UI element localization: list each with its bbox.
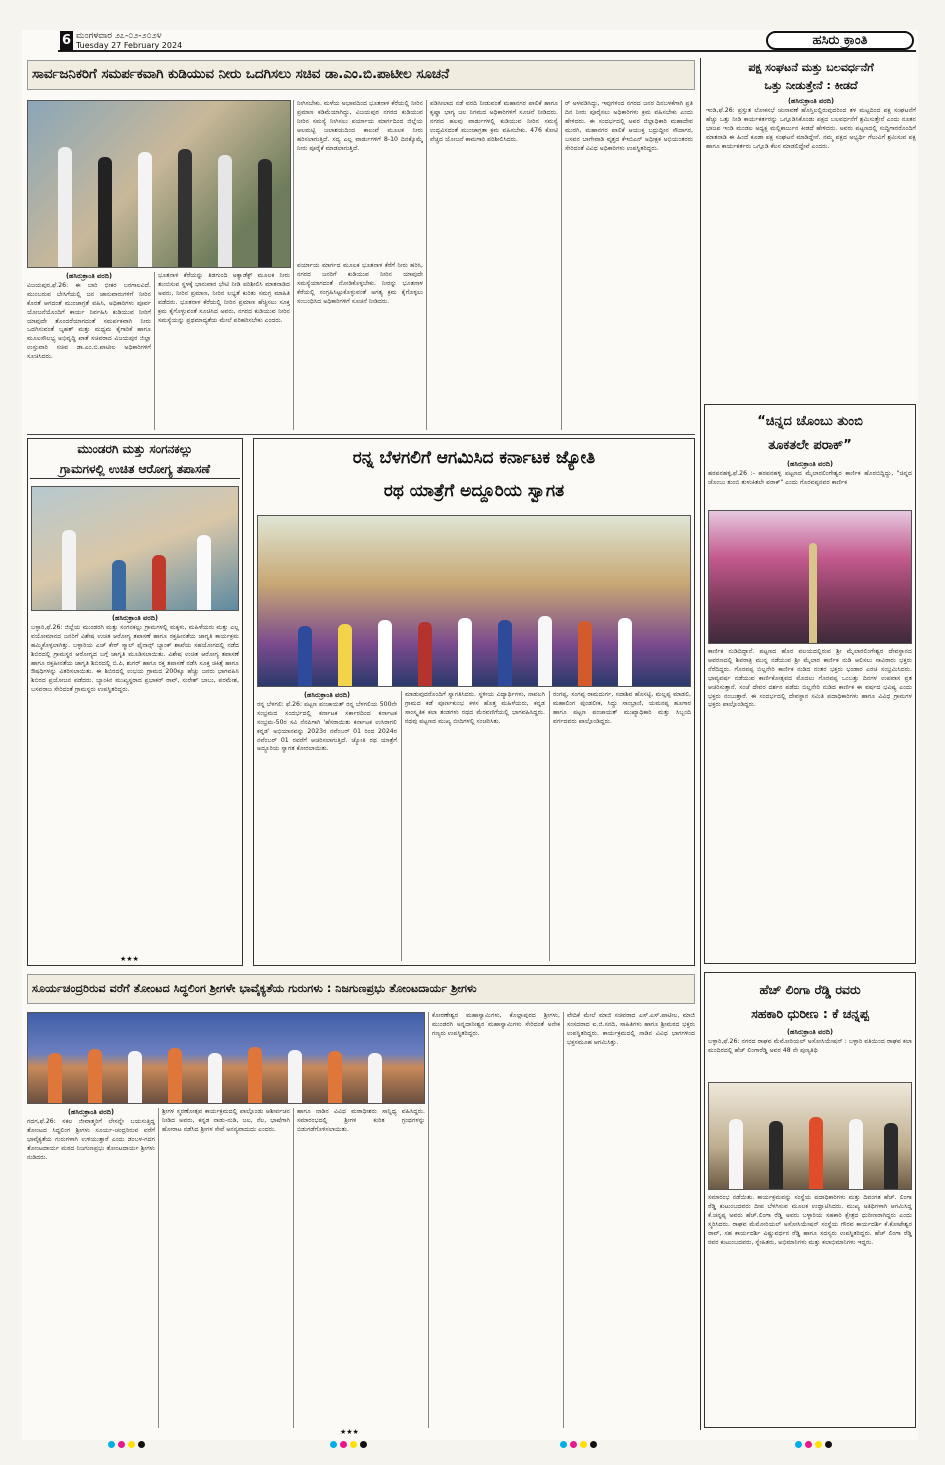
sidebar-1-headline-1: ಪಕ್ಷ ಸಂಘಟನೆ ಮತ್ತು ಬಲವರ್ಧನೆಗೆ bbox=[748, 61, 874, 74]
rath-photo bbox=[257, 515, 691, 687]
swamiji-text-col-1 bbox=[27, 1108, 155, 1428]
sidebar-2-intro-text: ಹರಪನಹಳ್ಳಿ,ಫೆ.26 :- ಹರಪನಹಳ್ಳಿ ಪಟ್ಟಣದ ಮೈಲಾರಲಿಂಗೇಶ್ವರ ಕಾರ್ಣಿಕ ಹೊರಬಿದ್ದಿದ್ದು, "ಚಿನ್ನದ ಚೊಂಬು ತುಂಬಿ ತುಳುಕಿತಲೇ ಪರಾಕ್" ಎಂದು ಗೊರವಪ್ಪನವರ ಕಾರ್ಣಿಕ bbox=[708, 469, 912, 486]
lead-text-col-4: ಪರ್ಯಾಯ ಮಾರ್ಗದ ಮೂಲಕ ಭೂತನಾಳ ಕೆರೆಗೆ ನೀರು ಹರಿಸಿ, ನಗರದ ಜನರಿಗೆ ಕುಡಿಯುವ ನೀರಿನ ಯಾವುದೇ ಸಮಸ್ಯೆಯಾಗದಂತೆ ನೋಡಿಕೊಳ್ಳಬೇಕು. ನೀರನ್ನು ಭೂತನಾಳ ಕೆರೆಯಲ್ಲಿ ಸಂಗ್ರಹಿಸಿಟ್ಟುಕೊಳ್ಳುವಂತೆ ಅಗತ್ಯ ಕ್ರಮ ಕೈಗೊಳ್ಳಲು ಸಂಬಂಧಿಸಿದ ಅಧಿಕಾರಿಗಳಿಗೆ ಸೂಚನೆ ನೀಡಿದರು. bbox=[297, 262, 423, 305]
health-headline-1: ಮುಂಡರಗಿ ಮತ್ತು ಸಂಗನಕಲ್ಲು bbox=[77, 442, 193, 456]
registration-mark-black bbox=[825, 1441, 832, 1448]
sidebar-3-photo bbox=[708, 1082, 912, 1190]
date-kannada: ಮಂಗಳವಾರ ೨೭-೦೨-೨೦೨೪ bbox=[76, 31, 162, 41]
lead-text-col-5: ಪಡಿಸೀಲಾದ ನಡೆ ವರದಿ ನೀಡುವಂತೆ ಮಹಾನಗರ ಪಾಲಿಕೆ ಹಾಗೂ ಕೃಷ್ಣಾ ಭಾಗ್ಯ ಜಲ ನಿಗಮದ ಅಧಿಕಾರಿಗಳಿಗೆ ಸೂಚನೆ ನೀಡಿದರು. ನಗರದ ಹಲವು ವಾರ್ಡುಗಳಲ್ಲಿ ಕುಡಿಯುವ ನೀರಿನ ಸಮಸ್ಯೆ ಉದ್ಭವಿಸದಂತೆ ಮುಂಜಾಗ್ರತಾ ಕ್ರಮ ವಹಿಸಬೇಕು. 476 ಕೋಟಿ ವೆಚ್ಚದ ಯೋಜನೆ ಕಾಮಗಾರಿ ಪರಿಶೀಲಿಸಿದರು. bbox=[430, 100, 558, 143]
health-end-mark: ★★★ bbox=[120, 955, 139, 963]
sidebar-3-intro-text: ಬಳ್ಳಾರಿ,ಫೆ.26: ನಗರದ ರಾಘವ ಮೆಮೋರಿಯಲ್ ಅಸೋಸಿಯೇಷನ್ : ಬಳ್ಳಾರಿ ವತಿಯಿಂದ ರಾಘವ ಕಲಾ ಮಂದಿರದಲ್ಲಿ ಹೆಚ್ ಲಿಂಗಾರೆಡ್ಡಿ ಅವರ 48 ನೇ ಪುಣ್ಯತಿಥಿ bbox=[708, 1037, 912, 1054]
registration-mark-magenta bbox=[570, 1441, 577, 1448]
sidebar-3-headline-1: ಹೆಚ್ ಲಿಂಗಾ ರೆಡ್ಡಿ ರವರು bbox=[759, 982, 861, 997]
page-end-mark: ★★★ bbox=[340, 1428, 359, 1436]
registration-mark-magenta bbox=[118, 1441, 125, 1448]
rath-headline-2: ರಥ ಯಾತ್ರೆಗೆ ಅದ್ದೂರಿಯ ಸ್ವಾಗತ bbox=[383, 481, 565, 501]
swamiji-text-col-2: ಶ್ರೀಗಳ ಸ್ಮರಣೋತ್ಸವ ಕಾರ್ಯಕ್ರಮದಲ್ಲಿ ಪಾಲ್ಗೊಂಡು ಆಶೀರ್ವಚನ ನೀಡಿದ ಅವರು, ಕನ್ನಡ ನಾಡು-ನುಡಿ, ಜಲ, ನೆಲ, ಭಾಷೆಗಾಗಿ ಹೋರಾಟ ನಡೆಸಿದ ಶ್ರೀಗಳ ಸೇವೆ ಅನನ್ಯವಾದುದು ಎಂದರು. bbox=[162, 1108, 290, 1133]
registration-mark-magenta bbox=[805, 1441, 812, 1448]
health-headline-2: ಗ್ರಾಮಗಳಲ್ಲಿ ಉಚಿತ ಆರೋಗ್ಯ ತಪಾಸಣೆ bbox=[30, 460, 240, 479]
swamiji-col-1-body: ಗದಗ,ಫೆ.26: ಸಕಲ ಜೀವಾತ್ಮರಿಗೆ ಲೇಸನ್ನೇ ಬಯಸುತ್ತಿದ್ದ ತೋಂಟದ ಸಿದ್ಧಲಿಂಗ ಶ್ರೀಗಳು ಸೂರ್ಯ-ಚಂದ್ರರಿರುವ ವರೆಗೆ ಭಾವೈಕ್ಯತೆಯ ಗುರುಗಳಾಗಿ ಉಳಿಯುತ್ತಾರೆ ಎಂದು ಡಂಬಳ-ಗದಗ ತೋಂಟದಾರ್ಯ ಮಠದ ನಿಜಗುಣಪ್ರಭು ತೋಂಟದಾರ್ಯ ಶ್ರೀಗಳು ನುಡಿದರು. bbox=[27, 1117, 155, 1161]
health-body: ಬಳ್ಳಾರಿ,ಫೆ.26: ಜಿಲ್ಲೆಯ ಮುಂಡರಗಿ ಮತ್ತು ಸಂಗನಕಲ್ಲು ಗ್ರಾಮಗಳಲ್ಲಿ ಮಕ್ಕಳು, ಮಹಿಳೆಯರು ಮತ್ತು ಎಲ್ಲ ವಯೋಮಾನದ ಜನರಿಗೆ ವಿಶೇಷ ಉಚಿತ ಆರೋಗ್ಯ ತಪಾಸಣೆ ಹಾಗೂ ರಕ್ತಹೀನತೆಯ ಜಾಗೃತಿ ಕಾರ್ಯಕ್ರಮ ಹಮ್ಮಿಕೊಳ್ಳಲಾಗಿತ್ತು. ಬಳ್ಳಾರಿಯ ಎಚ್ ಕೇರ್ ಸ್ಮಾಲ್ ಫೈನಾನ್ಸ್ ಬ್ಯಾಂಕ್ ಶಾಖೆಯ ಸಹಯೋಗದಲ್ಲಿ ನಡೆದ ಶಿಬಿರದಲ್ಲಿ ಗ್ರಾಮಸ್ಥರ ಆರೋಗ್ಯದ ಬಗ್ಗೆ ಜಾಗೃತಿ ಮೂಡಿಸಲಾಯಿತು. ವಿಶೇಷ ಉಚಿತ ಆರೋಗ್ಯ ತಪಾಸಣೆ ಹಾಗೂ ರಕ್ತಹೀನತೆಯ ಜಾಗೃತಿ ಶಿಬಿರದಲ್ಲಿ ಬಿ.ಪಿ, ಶುಗರ್ ಹಾಗೂ ರಕ್ತ ತಪಾಸಣೆ ನಡೆಸಿ ಸೂಕ್ತ ಚಿಕಿತ್ಸೆ ಹಾಗೂ ಔಷಧಿಗಳನ್ನು ವಿತರಿಸಲಾಯಿತು. ಈ ಶಿಬಿರದಲ್ಲಿ ಉಭಯ ಗ್ರಾಮದ 200ಕ್ಕೂ ಹೆಚ್ಚು ಜನರು ಭಾಗವಹಿಸಿ ಶಿಬಿರದ ಪ್ರಯೋಜನ ಪಡೆದರು. ಬ್ಯಾಂಕಿನ ಮುಖ್ಯಸ್ಥರಾದ ಪ್ರಭಾಕರ್ ರಾವ್, ಸುರೇಶ್ ಬಾಬು, ಪರಮೇಶ, ಬಸವರಾಜ ಸೇರಿದಂತೆ ಗ್ರಾಮಸ್ಥರು ಉಪಸ್ಥಿತರಿದ್ದರು. bbox=[31, 623, 239, 694]
registration-mark-yellow bbox=[128, 1441, 135, 1448]
registration-mark-yellow bbox=[580, 1441, 587, 1448]
sidebar-1-credit: (ಹಸಿರುಕ್ರಾಂತಿ ವರದಿ) bbox=[788, 97, 834, 105]
page-number: 6 bbox=[60, 31, 73, 51]
lead-text-col-3: ನೀಗಿಸಬೇಕು. ಮಳೆಯ ಅಭಾವದಿಂದ ಭೂತನಾಳ ಕೆರೆಯಲ್ಲಿ ನೀರಿನ ಪ್ರಮಾಣ ಕಡಿಮೆಯಾಗಿದ್ದು, ವಿಜಯಪುರ ನಗರದ ಕುಡಿಯುವ ನೀರಿನ ಸಮಸ್ಯೆ ನೀಗಿಸಲು ಪರ್ಯಾಯ ಮಾರ್ಗದಿಂದ ಜಿಲ್ಲೆಯ ಆಲಮಟ್ಟಿ ಜಲಾಶಯದಿಂದ ಕಾಲುವೆ ಮೂಲಕ ನೀರು ಹರಿಸಲಾಗುತ್ತಿದೆ. ಸದ್ಯ ಎಲ್ಲ ವಾರ್ಡುಗಳಿಗೆ 8-10 ದಿನಕ್ಕೊಮ್ಮೆ ನೀರು ಪೂರೈಕೆ ಮಾಡಲಾಗುತ್ತಿದೆ. bbox=[297, 100, 423, 152]
rath-col-1-body: ರನ್ನ ಬೆಳಗಲಿ: ಫೆ.26: ಪಟ್ಟಣ ಪಂಚಾಯತ್ ರನ್ನ ಬೆಳಗಲಿಯ 500ನೇ ಸಂಭ್ರಮದ ಸಂದರ್ಭದಲ್ಲಿ ಕರ್ನಾಟಕ ಸರ್ಕಾರದಿಂದ ಕರ್ನಾಟಕ ಸಂಭ್ರಮ-50ರ ಸವಿ ನೆನಪಿಗಾಗಿ 'ಹೆಸರಾಯಿತು ಕರ್ನಾಟಕ ಉಸಿರಾಗಲಿ ಕನ್ನಡ' ಅಭಿಯಾನವನ್ನು 2023ರ ನವೆಂಬರ್ 01 ರಿಂದ 2024ರ ನವೆಂಬರ್ 01 ರವರೆಗೆ ಆಚರಿಸಲಾಗುತ್ತಿದೆ. ಜ್ಯೋತಿ ರಥ ಯಾತ್ರೆಗೆ ಅದ್ದೂರಿಯ ಸ್ವಾಗತ ಕೋರಲಾಯಿತು. bbox=[257, 700, 397, 753]
registration-mark-cyan bbox=[108, 1441, 115, 1448]
registration-mark-magenta bbox=[340, 1441, 347, 1448]
swamiji-text-col-5: ವೇದಿಕೆ ಮೇಲೆ ಮಾಜಿ ಸಚಿವರಾದ ಎಸ್.ಎಸ್.ಪಾಟೀಲ, ಮಾಜಿ ಸಂಸದರಾದ ಐ.ಜಿ.ಸನದಿ, ಸಾಹಿತಿಗಳು ಹಾಗೂ ಶ್ರೀಮಠದ ಭಕ್ತರು ಉಪಸ್ಥಿತರಿದ್ದರು. ಕಾರ್ಯಕ್ರಮದಲ್ಲಿ ನಾಡಿನ ವಿವಿಧ ಭಾಗಗಳಿಂದ ಭಕ್ತಸಮೂಹ ಆಗಮಿಸಿತ್ತು. bbox=[567, 1012, 695, 1046]
sidebar-1-body: ಇಂಡಿ,ಫೆ.26: ಪ್ರಸ್ತುತ ಲೋಕಸಭೆ ಚುನಾವಣೆ ಹೊಸ್ತಿಲಲ್ಲಿರುವುದರಿಂದ ತಳ ಮಟ್ಟದಿಂದ ಪಕ್ಷ ಸಂಘಟನೆಗೆ ಹೆಚ್ಚು ಒತ್ತು ನೀಡಿ ಕಾರ್ಯಕರ್ತರನ್ನು ಒಗ್ಗೂಡಿಸಿಕೊಂಡು ಪಕ್ಷದ ಬಲವರ್ಧನೆಗೆ ಶ್ರಮಿಸುತ್ತೇನೆ ಎಂದು ನೂತನ ಭಾಜಪ ಇಂಡಿ ಮಂಡಲ ಅಧ್ಯಕ್ಷ ಮಲ್ಲಿಕಾರ್ಜುನ ಕೀಡದೆ ಹೇಳಿದರು. ಅವರು ಪಟ್ಟಣದಲ್ಲಿ ಸುದ್ದಿಗಾರರೊಂದಿಗೆ ಮಾತನಾಡಿ ಈ ಹಿಂದೆ ಕೂಡಾ ಪಕ್ಷ ಸಂಘಟನೆ ಮಾಡಿದ್ದೇನೆ. ನಮ್ಮ ಪಕ್ಷದ ಅಭ್ಯರ್ಥಿ ಗೆಲುವಿಗೆ ಶ್ರಮಿಸುವ ಪಕ್ಷ ಹಾಗೂ ಕಾರ್ಯಕರ್ತರು ಒಗ್ಗೂಡಿ ಕೆಲಸ ಮಾಡಲಿದ್ದೇವೆ ಎಂದರು. bbox=[706, 106, 916, 150]
registration-mark-black bbox=[360, 1441, 367, 1448]
swamiji-headline: ಸೂರ್ಯಚಂದ್ರರಿರುವ ವರೆಗೆ ತೋಂಟದ ಸಿದ್ಧಲಿಂಗ ಶ್ರೀಗಳೇ ಭಾವೈಕ್ಯತೆಯ ಗುರುಗಳು : ನಿಜಗುಣಪ್ರಭು ತೋಂಟದಾರ್ಯ ಶ್ರೀಗಳು bbox=[27, 974, 695, 1004]
swamiji-credit: (ಹಸಿರುಕ್ರಾಂತಿ ವರದಿ) bbox=[68, 1108, 114, 1116]
health-credit: (ಹಸಿರುಕ್ರಾಂತಿ ವರದಿ) bbox=[112, 614, 158, 622]
health-photo bbox=[31, 486, 239, 611]
sidebar-2-photo bbox=[708, 510, 912, 644]
rath-text-col-3: ರಂಗಪ್ಪ, ಸಂಗಪ್ಪ ರಾಮದುರ್ಗ, ಸದಾಶಿವ ಹೊಸಟ್ಟಿ, ಮಲ್ಲಪ್ಪ ಮಾಡಲಿ, ಮಹಾಲಿಂಗ ಪುಂಡಲೀಕ, ಸಿದ್ದು ಸಾಂಬ್ರಾಣಿ, ಯಮನಪ್ಪ ಹೂಗಾರ ಹಾಗೂ ಪಟ್ಟಣ ಪಂಚಾಯತ್ ಮುಖ್ಯಾಧಿಕಾರಿ ಮತ್ತು ಸಿಬ್ಬಂದಿ ವರ್ಗದವರು ಪಾಲ್ಗೊಂಡಿದ್ದರು. bbox=[553, 691, 691, 725]
rath-text-col-1 bbox=[257, 691, 397, 961]
registration-mark-cyan bbox=[560, 1441, 567, 1448]
lead-text-col-2: ಭೂತನಾಳ ಕೆರೆಯನ್ನು ತಿಡಗುಂದಿ ಅಕ್ವಾಡೆಕ್ಟ್ ಮೂಲಕ ನೀರು ತುಂಬಿಸುವ ಸ್ಥಳಕ್ಕೆ ಭಾನುವಾರ ಭೇಟಿ ನೀಡಿ ಪರಿಶೀಲಿಸಿ ಮಾತನಾಡಿದ ಅವರು, ನೀರಿನ ಪ್ರಮಾಣ, ನೀರಿನ ಲಭ್ಯತೆ ಕುರಿತು ಸಮಗ್ರ ಮಾಹಿತಿ ಪಡೆದರು. ಭೂತನಾಳ ಕೆರೆಯಲ್ಲಿ ನೀರಿನ ಪ್ರಮಾಣ ಹೆಚ್ಚಿಸಲು ಸೂಕ್ತ ಕ್ರಮ ಕೈಗೊಳ್ಳುವಂತೆ ಸೂಚಿಸಿದ ಅವರು, ನಗರದ ಕುಡಿಯುವ ನೀರಿನ ಸಮಸ್ಯೆಯನ್ನು ಪ್ರಥಮಾದ್ಯತೆಯ ಮೇಲೆ ಪರಿಹರಿಸಬೇಕು ಎಂದರು. bbox=[158, 272, 290, 324]
registration-mark-cyan bbox=[795, 1441, 802, 1448]
swamiji-photo bbox=[27, 1012, 425, 1104]
sidebar-3-intro bbox=[708, 1028, 912, 1078]
sidebar-3-headline-2: ಸಹಕಾರಿ ಧುರೀಣ : ಕೆ ಚನ್ನಪ್ಪ bbox=[751, 1006, 869, 1021]
lead-headline: ಸಾರ್ವಜನಿಕರಿಗೆ ಸಮರ್ಪಕವಾಗಿ ಕುಡಿಯುವ ನೀರು ಒದಗಿಸಲು ಸಚಿವ ಡಾ.ಎಂ.ಬಿ.ಪಾಟೀಲ ಸೂಚನೆ bbox=[27, 60, 695, 90]
registration-mark-black bbox=[590, 1441, 597, 1448]
date-english: Tuesday 27 February 2024 bbox=[76, 41, 183, 50]
swamiji-text-col-3: ಹಾಗೂ ನಾಡಿನ ವಿವಿಧ ಮಠಾಧೀಶರು ಸಾನ್ನಿಧ್ಯ ವಹಿಸಿದ್ದರು. ಸಮಾರಂಭದಲ್ಲಿ ಶ್ರೀಗಳ ಕುರಿತ ಗ್ರಂಥಗಳನ್ನು ಬಿಡುಗಡೆಗೊಳಿಸಲಾಯಿತು. bbox=[297, 1108, 425, 1133]
sidebar-2-headline-1: “ಚಿನ್ನದ ಚೊಂಬು ತುಂಬಿ bbox=[757, 414, 863, 429]
lead-dateline: ವಿಜಯಪುರ,ಫೆ.26: ಈ ಬಾರಿ ಭೀಕರ ಬರಗಾಲವಿದೆ. ಮುಂಬರುವ ಬೇಸಿಗೆಯಲ್ಲಿ ಜನ ಜಾನುವಾರುಗಳಿಗೆ ನೀರಿನ ಕೊರತೆ ಆಗದಂತೆ ಮುಂಜಾಗ್ರತೆ ವಹಿಸಿ, ಅಧಿಕಾರಿಗಳು ಪೂರ್ವ ಯೋಜನೆಯೊಂದಿಗೆ ಕಾರ್ಯ ನಿರ್ವಹಿಸಿ ಕುಡಿಯುವ ನೀರಿಗೆ ಯಾವುದೇ ತೊಂದರೆಯಾಗದಂತೆ ಸಮರ್ಪಕವಾಗಿ ನೀರು ಒದಗಿಸುವಂತೆ ಬೃಹತ್ ಮತ್ತು ಮಧ್ಯಮ ಕೈಗಾರಿಕೆ ಹಾಗೂ ಮೂಲಸೌಲಭ್ಯ ಅಭಿವೃದ್ಧಿ ಖಾತೆ ಸಚಿವರಾದ ವಿಜಯಪುರ ಜಿಲ್ಲಾ ಉಸ್ತುವಾರಿ ಸಚಿವ ಡಾ.ಎಂ.ಬಿ.ಪಾಟೀಲ ಅಧಿಕಾರಿಗಳಿಗೆ ಸೂಚಿಸಿದರು. bbox=[27, 281, 151, 361]
paper-name: ಹಸಿರು ಕ್ರಾಂತಿ bbox=[766, 31, 914, 50]
sidebar-1-headline-2: ಒತ್ತು ನೀಡುತ್ತೇನೆ : ಕೀಡದೆ bbox=[764, 79, 858, 92]
sidebar-2-intro bbox=[708, 460, 912, 508]
rath-credit: (ಹಸಿರುಕ್ರಾಂತಿ ವರದಿ) bbox=[304, 691, 350, 699]
rath-headline-1: ರನ್ನ ಬೆಳಗಲಿಗೆ ಆಗಮಿಸಿದ ಕರ್ನಾಟಕ ಜ್ಯೋತಿ bbox=[352, 448, 596, 468]
sidebar-2-credit: (ಹಸಿರುಕ್ರಾಂತಿ ವರದಿ) bbox=[787, 460, 833, 468]
registration-mark-yellow bbox=[815, 1441, 822, 1448]
lead-text-col-6: ರ್ ಅಳವಡಿಸಿದ್ದು, ಇವುಗಳಿಂದ ನಗರದ ಜನರ ದಿನಬಳಕೆಗಾಗಿ ಪ್ರತಿ ದಿನ ನೀರು ಪೂರೈಸಲು ಅಧಿಕಾರಿಗಳು ಕ್ರಮ ವಹಿಸಬೇಕು ಎಂದು ಹೇಳಿದರು. ಈ ಸಂದರ್ಭದಲ್ಲಿ ಅಪರ ಜಿಲ್ಲಾಧಿಕಾರಿ ಮಹಾದೇವ ಮುರಗಿ, ಮಹಾನಗರ ಪಾಲಿಕೆ ಆಯುಕ್ತ ಬದ್ರುದ್ದೀನ ಸೌದಾಗರ, ಬಸವನ ಬಾಗೇವಾಡಿ ವೃತ್ತದ ಕೆಇಬಿಎನ್ ಅಧೀಕ್ಷಕ ಅಭಿಯಂತರರು ಸೇರಿದಂತೆ ವಿವಿಧ ಅಧಿಕಾರಿಗಳು ಉಪಸ್ಥಿತರಿದ್ದರು. bbox=[565, 100, 693, 152]
sidebar-1-text bbox=[706, 97, 916, 402]
sidebar-2-headline-2: ತೂಕತಲೇ ಪರಾಕ್” bbox=[768, 438, 852, 453]
registration-mark-cyan bbox=[330, 1441, 337, 1448]
sidebar-3-body: ಸಮಾರಂಭ ನಡೆಯಿತು. ಕಾರ್ಯಕ್ರಮವನ್ನು ಸಂಸ್ಥೆಯ ಪದಾಧಿಕಾರಿಗಳು ಮತ್ತು ದಿವಂಗತ ಹೆಚ್. ಲಿಂಗಾ ರೆಡ್ಡಿ ಕುಟುಂಬದವರು ದೀಪ ಬೆಳಗಿಸುವ ಮೂಲಕ ಉದ್ಘಾಟಿಸಿದರು. ಮುಖ್ಯ ಅತಿಥಿಗಳಾಗಿ ಆಗಮಿಸಿದ್ದ ಕೆ.ಚನ್ನಪ್ಪ ಅವರು ಹೆಚ್.ಲಿಂಗಾ ರೆಡ್ಡಿ ಅವರು ಬಳ್ಳಾರಿಯ ಸಹಕಾರಿ ಕ್ಷೇತ್ರದ ಧುರೀಣರಾಗಿದ್ದರು ಎಂದು ಸ್ಮರಿಸಿದರು. ರಾಘವ ಮೆಮೋರಿಯಲ್ ಅಸೋಸಿಯೇಷನ್ ಸಂಸ್ಥೆಯ ಗೌರವ ಕಾರ್ಯದರ್ಶಿ ಕೆ.ಕೋಟೇಶ್ವರ ರಾವ್, ಸಹ ಕಾರ್ಯದರ್ಶಿ ವಿಷ್ಣುವರ್ಧನ ರೆಡ್ಡಿ ಹಾಗೂ ಸದಸ್ಯರು ಉಪಸ್ಥಿತರಿದ್ದರು. ಹೆಚ್ ಲಿಂಗಾ ರೆಡ್ಡಿ ರವರ ಕುಟುಂಬದವರು, ಸ್ನೇಹಿತರು, ಅಭಿಮಾನಿಗಳು ಮತ್ತು ಕಲಾಭಿಮಾನಿಗಳು ಇದ್ದರು. bbox=[708, 1194, 912, 1246]
sidebar-3-credit: (ಹಸಿರುಕ್ರಾಂತಿ ವರದಿ) bbox=[787, 1028, 833, 1036]
health-text bbox=[31, 614, 239, 954]
lead-credit: (ಹಸಿರುಕ್ರಾಂತಿ ವರದಿ) bbox=[66, 272, 112, 280]
lead-text-col-1 bbox=[27, 272, 151, 430]
registration-mark-yellow bbox=[350, 1441, 357, 1448]
swamiji-text-col-4: ಕೋರಣೇಶ್ವರ ಮಹಾಸ್ವಾಮಿಗಳು, ಕೊಲ್ಲಾಪುರದ ಶ್ರೀಗಳು, ಮುಂಡರಗಿ ಅನ್ನದಾನೀಶ್ವರ ಮಹಾಸ್ವಾಮಿಗಳು ಸೇರಿದಂತೆ ಅನೇಕ ಗಣ್ಯರು ಉಪಸ್ಥಿತರಿದ್ದರು. bbox=[432, 1012, 560, 1037]
registration-mark-black bbox=[138, 1441, 145, 1448]
rath-text-col-2: ಮಾಡುವುದರೊಂದಿಗೆ ಸ್ವಾಗತಿಸಿದರು. ಸ್ಥಳೀಯ ವಿದ್ಯಾರ್ಥಿಗಳು, ನಾವಲಗಿ ಗ್ರಾಮದ ಕಡೆ ಪೂರ್ಣಕುಂಭ ಕಳಸ ಹೊತ್ತ ಮಹಿಳೆಯರು, ಕನ್ನಡ ಸಾಂಸ್ಕೃತಿಕ ಕಲಾ ತಂಡಗಳು ರಥದ ಮೆರವಣಿಗೆಯಲ್ಲಿ ಭಾಗವಹಿಸಿದ್ದರು. ರಥವು ಪಟ್ಟಣದ ಮುಖ್ಯ ಬೀದಿಗಳಲ್ಲಿ ಸಂಚರಿಸಿತು. bbox=[405, 691, 545, 725]
lead-photo bbox=[27, 100, 291, 268]
sidebar-2-body: ಕಾರ್ಣಿಕ ನುಡಿದಿದ್ದಾನೆ. ಪಟ್ಟಣದ ಹೊರ ವಲಯದಲ್ಲಿರುವ ಶ್ರೀ ಮೈಲಾರಲಿಂಗೇಶ್ವರ ದೇವಸ್ಥಾನದ ಆವರಣದಲ್ಲಿ ಶಿವರಾತ್ರಿ ಮುನ್ನ ನಡೆಯುವ ಶ್ರೀ ಮೈಲಾರ ಕಾರ್ಣಿಕ ನುಡಿ ಆಲಿಸಲು ಸಾವಿರಾರು ಭಕ್ತರು ನೆರೆದಿದ್ದರು. ಗೊರವಪ್ಪ ಬಿಲ್ಲನೇರಿ ಕಾರ್ಣಿಕ ನುಡಿದ ನಂತರ ಭಕ್ತರು ಭಂಡಾರ ಎರಚಿ ಸಂಭ್ರಮಿಸಿದರು. ಭಾವ್ಯವರ್ಷ ನಡೆಯುವ ಕಾರ್ಣಿಕೋತ್ಸವದ ಮೊದಲು ಗೊರವಪ್ಪ ಒಂಬತ್ತು ದಿನಗಳ ಉಪವಾಸ ವ್ರತ ಆಚರಿಸುತ್ತಾನೆ. ಸಂಜೆ ದೇವರ ದರ್ಶನ ಪಡೆದು ಬಿಲ್ಲನೇರಿ ನುಡಿದ ಕಾರ್ಣಿಕ ಈ ವರ್ಷದ ಭವಿಷ್ಯ ಎಂದು ಭಕ್ತರು ನಂಬುತ್ತಾರೆ. ಈ ಸಂದರ್ಭದಲ್ಲಿ ದೇವಸ್ಥಾನ ಸಮಿತಿ ಪದಾಧಿಕಾರಿಗಳು ಹಾಗೂ ವಿವಿಧ ಗ್ರಾಮಗಳ ಭಕ್ತರು ಪಾಲ್ಗೊಂಡಿದ್ದರು. bbox=[708, 648, 912, 709]
